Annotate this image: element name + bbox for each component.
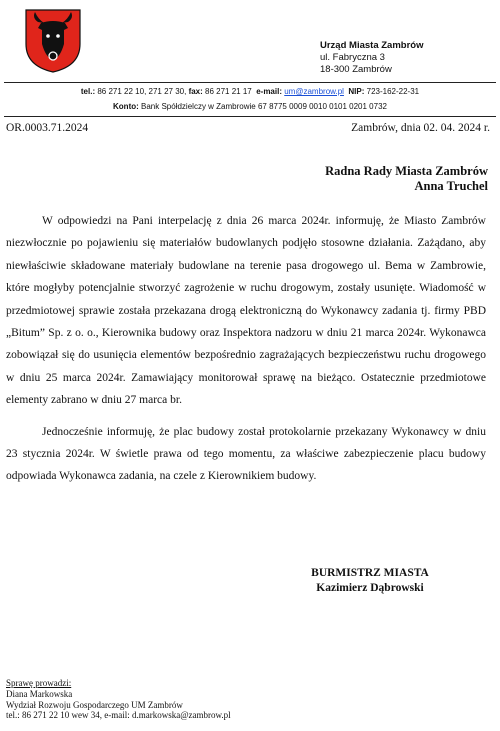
contact-line	[0, 87, 500, 97]
footer-heading: Sprawę prowadzi:	[6, 678, 72, 688]
recipient-title: Radna Rady Miasta Zambrów	[325, 164, 488, 178]
email-label: e-mail:	[256, 87, 282, 96]
office-address	[320, 40, 423, 76]
tel-value: 86 271 22 10, 271 27 30,	[97, 87, 187, 96]
footer-contact: tel.: 86 271 22 10 wew 34, e-mail: d.markowska@zambrow.pl	[6, 710, 231, 721]
recipient	[325, 164, 488, 194]
bank-value: Bank Spółdzielczy w Zambrowie 67 8775 0009 0010 0101 0201 0732	[141, 102, 387, 111]
letter-body	[6, 210, 486, 497]
bank-line	[0, 102, 500, 112]
header-divider-bottom	[4, 116, 496, 117]
header-divider-top	[4, 82, 496, 83]
nip-value: 723-162-22-31	[366, 87, 420, 96]
fax-label: fax:	[188, 87, 203, 96]
handled-by-footer	[6, 678, 231, 721]
body-paragraph-1: W odpowiedzi na Pani interpelację z dnia 26 marca 2024r. informuję, że Miasto Zambrów niezwłocznie po pojawieniu się materiałów budowlanych podjęło stosowne działania. Zażądano, aby niewłaściwie składowane materiały budowlane na terenie pasa drogowego ul. Bema w Zambrowie, które mogłyby potencjalnie stworzyć zagrożenie w ruchu drogowym, zostały usunięte. Wiadomość w przedmiotowej sprawie została przekazana drogą elektroniczną do Wykonawcy zadania tj. firmy PBD „Bitum” Sp. z o. o., Kierownika budowy oraz Inspektora nadzoru w dniu 21 marca 2024r. Wykonawca zobowiązał się do usunięcia elementów bezpośrednio zagrażających bezpieczeństwu ruchu drogowego w dniu 25 marca 2024r. Zamawiający monitorował sprawę na bieżąco. Ostatecznie przedmiotowe elementy zabrano w dniu 27 marca br.	[6, 215, 486, 407]
nip-label: NIP:	[348, 87, 365, 96]
bank-label: Konto:	[113, 102, 139, 111]
office-street: ul. Fabryczna 3	[320, 52, 385, 63]
tel-label: tel.:	[80, 87, 96, 96]
bison-crest-icon	[24, 8, 82, 74]
footer-person: Diana Markowska	[6, 688, 73, 699]
office-city: 18-300 Zambrów	[320, 64, 392, 75]
signature-title: BURMISTRZ MIASTA	[311, 567, 429, 579]
signature-block	[300, 566, 440, 596]
reference-number: OR.0003.71.2024	[6, 122, 89, 134]
fax-value: 86 271 21 17	[205, 87, 252, 96]
office-name: Urząd Miasta Zambrów	[320, 40, 424, 51]
email-link[interactable]: um@zambrow.pl	[284, 87, 344, 96]
body-paragraph-2: Jednocześnie informuję, że plac budowy został protokolarnie przekazany Wykonawcy w dniu 23 stycznia 2024r. W świetle prawa od tego momentu, za właściwe zabezpieczenie placu budowy odpowiada Wykonawca zadania, na czele z Kierownikiem budowy.	[6, 425, 486, 483]
place-date: Zambrów, dnia 02. 04. 2024 r.	[351, 122, 490, 134]
signature-name: Kazimierz Dąbrowski	[316, 582, 424, 594]
footer-department: Wydział Rozwoju Gospodarczego UM Zambrów	[6, 699, 183, 710]
recipient-name: Anna Truchel	[414, 179, 488, 193]
